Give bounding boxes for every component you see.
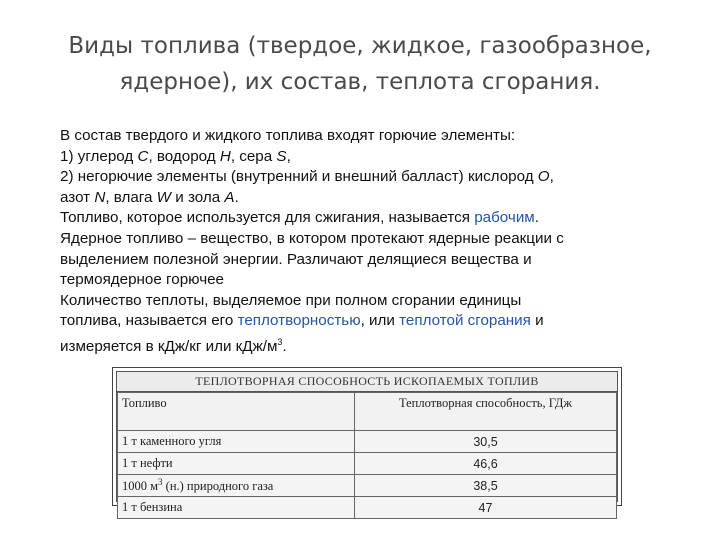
text-fragment: 1) углерод — [60, 147, 138, 165]
term-heat-of-combustion: теплотой сгорания — [399, 312, 531, 330]
symbol-moisture: W — [156, 188, 172, 206]
table-title: ТЕПЛОТВОРНАЯ СПОСОБНОСТЬ ИСКОПАЕМЫХ ТОПЛИВ — [117, 372, 617, 392]
symbol-oxygen: O — [537, 168, 550, 186]
text-line — [60, 147, 680, 168]
text-fragment: (н.) природного газа — [162, 479, 274, 494]
slide-title-line-1: Виды топлива (твердое, жидкое, газообразное, — [68, 33, 652, 59]
text-line: Количество теплоты, выделяемое при полном сгорании единицы — [60, 291, 522, 309]
text-line: Ядерное топливо – вещество, в котором протекают ядерные реакции с — [60, 229, 564, 247]
value-cell: 46,6 — [355, 453, 617, 475]
text-fragment: . — [534, 209, 539, 227]
text-line — [60, 332, 680, 358]
column-header-value: Теплотворная способность, ГДж — [355, 393, 617, 431]
text-fragment: 2) негорючие элементы (внутренний и внешний балласт) кислород — [60, 168, 538, 186]
calorific-value-table — [112, 367, 622, 515]
value-cell: 38,5 — [355, 475, 617, 497]
text-line — [60, 311, 680, 332]
text-fragment: и — [530, 312, 544, 330]
text-fragment: , влага — [105, 188, 157, 206]
table-row — [118, 475, 617, 497]
table-header-row — [118, 393, 617, 431]
text-fragment: , водород — [148, 147, 220, 165]
slide-title-line-2: ядерное), их состав, теплота сгорания. — [119, 69, 601, 95]
term-calorific-value: теплотворностью — [237, 312, 361, 330]
superscript: 3 — [158, 476, 163, 487]
text-fragment: , или — [360, 312, 400, 330]
text-fragment: . — [234, 188, 239, 206]
fuel-cell: 1 т каменного угля — [118, 431, 355, 453]
fuel-cell: 1 т нефти — [118, 453, 355, 475]
fuel-cell: 1 т бензина — [118, 497, 355, 519]
table-row — [118, 453, 617, 475]
data-table — [117, 392, 617, 519]
text-fragment: , — [549, 168, 554, 186]
text-line — [60, 167, 680, 188]
slide-title — [40, 28, 680, 100]
column-header-fuel: Топливо — [118, 393, 355, 431]
text-fragment: 1000 м — [122, 479, 159, 494]
symbol-ash: А — [224, 188, 235, 206]
text-line — [60, 208, 680, 229]
table-row — [118, 431, 617, 453]
symbol-sulfur: S — [276, 147, 287, 165]
text-line: В состав твердого и жидкого топлива входят горючие элементы: — [60, 127, 516, 144]
text-fragment: измеряется в кДж/кг или кДж/м — [60, 338, 278, 355]
text-fragment: Топливо, которое используется для сжигания, называется — [60, 209, 475, 227]
term-working-fuel: рабочим — [474, 209, 535, 227]
symbol-hydrogen: H — [219, 147, 231, 165]
value-cell: 30,5 — [355, 431, 617, 453]
symbol-nitrogen: N — [94, 188, 106, 206]
text-fragment: топлива, называется его — [60, 312, 238, 330]
text-line: термоядерное горючее — [60, 271, 225, 289]
value-cell: 47 — [355, 497, 617, 519]
text-line: выделением полезной энергии. Различают делящиеся вещества и — [60, 250, 532, 268]
text-line — [60, 188, 680, 209]
body-text — [60, 126, 680, 358]
text-fragment: , — [286, 147, 291, 165]
symbol-carbon: С — [137, 147, 149, 165]
text-fragment: . — [282, 338, 287, 355]
superscript: 3 — [277, 336, 283, 347]
text-fragment: и зола — [171, 188, 225, 206]
fuel-cell — [118, 475, 355, 497]
text-fragment: азот — [60, 188, 95, 206]
text-fragment: , сера — [230, 147, 277, 165]
table-row — [118, 497, 617, 519]
table-frame — [116, 371, 618, 515]
